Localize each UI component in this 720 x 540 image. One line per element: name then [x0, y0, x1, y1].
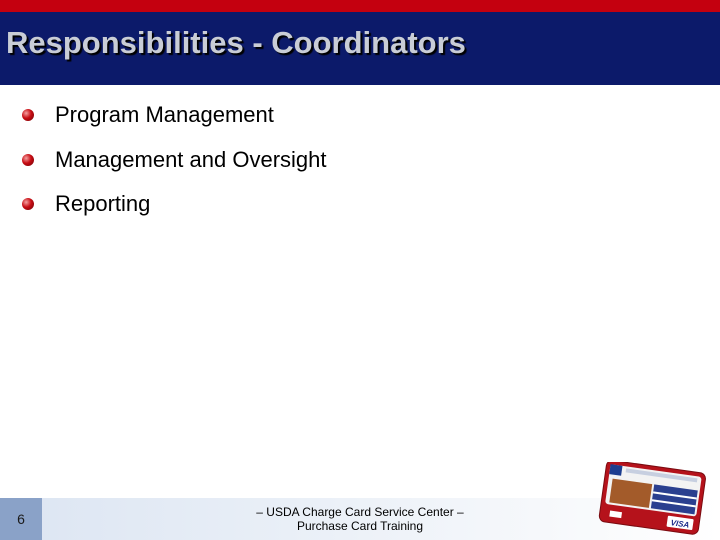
bullet-item [0, 140, 600, 180]
bullet-text: Program Management [55, 102, 274, 127]
purchase-card-image [590, 462, 710, 538]
footer-line-2: Purchase Card Training [296, 519, 424, 533]
page-number: 6 [0, 498, 42, 540]
bullet-text: Reporting [55, 191, 151, 216]
bullet-item [0, 95, 600, 135]
footer-line-1: – USDA Charge Card Service Center – [256, 505, 464, 519]
bullet-item [0, 184, 600, 224]
bullet-icon [22, 154, 34, 166]
top-accent-rule [0, 0, 720, 12]
card-brand-text: VISA [670, 518, 690, 530]
bullet-text: Management and Oversight [55, 147, 327, 172]
bullet-icon [22, 109, 34, 121]
footer-caption [220, 505, 500, 533]
slide-title: Responsibilities - Coordinators [6, 25, 466, 60]
bullet-icon [22, 198, 34, 210]
